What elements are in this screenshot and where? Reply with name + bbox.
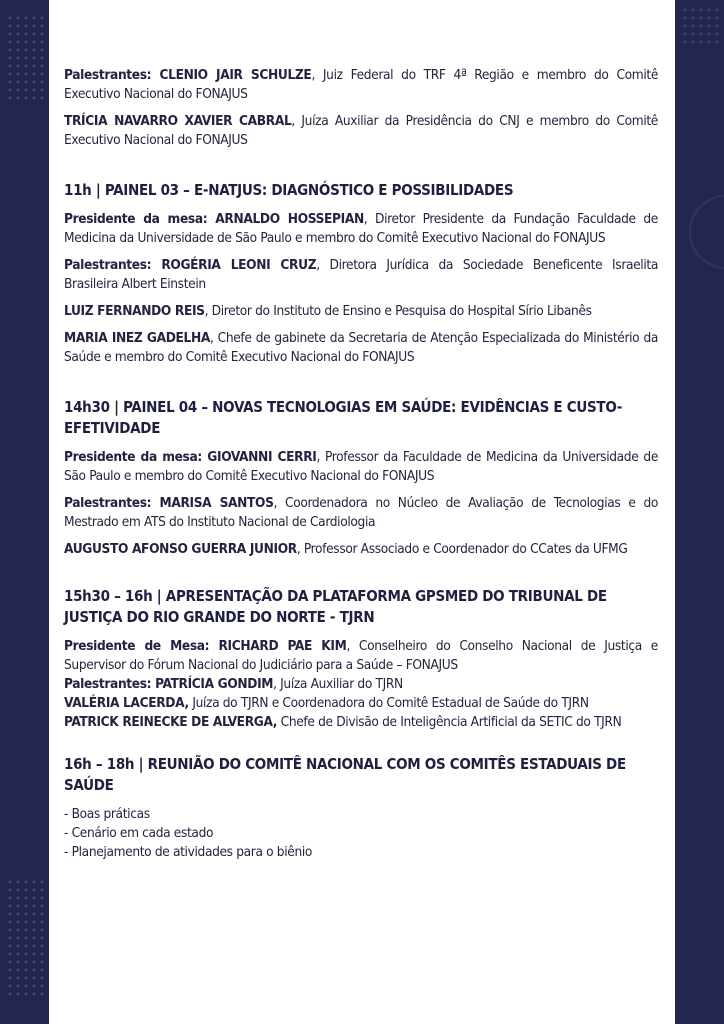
speaker-name: AUGUSTO AFONSO GUERRA JUNIOR [64,541,297,557]
ring-decoration [689,195,724,269]
speaker-role: , Coordenadora no Núcleo de Avaliação de Tecnologias e do Mestrado em ATS do Instituto Nacional de Cardiologia [64,495,658,530]
speaker-name: TRÍCIA NAVARRO XAVIER CABRAL [64,113,292,129]
list-item: - Boas práticas [64,806,150,822]
speaker-entry [64,637,658,675]
section-heading: 14h30 | PAINEL 04 – NOVAS TECNOLOGIAS EM SAÚDE: EVIDÊNCIAS E CUSTO-EFETIVIDADE [64,398,623,437]
speaker-role: , Juíza Auxiliar do TJRN [273,676,403,692]
section-heading: 11h | PAINEL 03 – E-NATJUS: DIAGNÓSTICO E POSSIBILIDADES [64,181,514,199]
speaker-role: , Diretor Presidente da Fundação Faculdade de Medicina da Universidade de São Paulo e membro do Comitê Executivo Nacional do FONAJUS [64,211,658,246]
speaker-entry [64,329,658,367]
speaker-name: Palestrantes: MARISA SANTOS [64,495,274,511]
speaker-name: VALÉRIA LACERDA, [64,695,189,711]
speaker-role: , Professor Associado e Coordenador do CCates da UFMG [296,541,628,557]
speaker-name: Palestrantes: PATRÍCIA GONDIM [64,676,274,692]
panel-03-section [64,180,658,367]
speaker-entry [64,494,658,532]
speaker-name: Presidente da mesa: ARNALDO HOSSEPIAN [64,211,364,227]
agenda-list [64,805,658,862]
left-decorative-band [0,0,49,1024]
speaker-name: Palestrantes: ROGÉRIA LEONI CRUZ [64,257,317,273]
speaker-name: MARIA INEZ GADELHA [64,330,210,346]
speaker-role: , Juíza Auxiliar da Presidência do CNJ e membro do Comitê Executivo Nacional do FONAJUS [64,113,658,148]
speaker-name: Palestrantes: CLENIO JAIR SCHULZE [64,67,312,83]
speaker-entry [64,448,658,486]
section-heading: 15h30 – 16h | APRESENTAÇÃO DA PLATAFORMA GPSMED DO TRIBUNAL DE JUSTIÇA DO RIO GRANDE DO NORTE - TJRN [64,587,607,626]
speaker-role: , Diretor do Instituto de Ensino e Pesquisa do Hospital Sírio Libanês [204,303,592,319]
speaker-entry [64,302,658,321]
speaker-role: , Chefe de gabinete da Secretaria de Atenção Especializada do Ministério da Saúde e membro do Comitê Executivo Nacional do FONAJUS [64,330,658,365]
gpsmed-section [64,586,658,732]
speaker-entry [64,694,658,713]
speaker-entry [64,66,658,104]
section-heading: 16h – 18h | REUNIÃO DO COMITÊ NACIONAL COM OS COMITÊS ESTADUAIS DE SAÚDE [64,755,626,794]
speaker-name: Presidente de Mesa: RICHARD PAE KIM [64,638,347,654]
speaker-entry [64,112,658,150]
dot-pattern [681,6,721,46]
speaker-name: LUIZ FERNANDO REIS [64,303,205,319]
dot-pattern [6,14,46,104]
speaker-entry [64,675,658,694]
speaker-entry [64,256,658,294]
speaker-role: , Conselheiro do Conselho Nacional de Justiça e Supervisor do Fórum Nacional do Judiciário para a Saúde – FONAJUS [64,638,658,673]
dot-pattern [6,878,46,998]
panel-04-section [64,397,658,559]
speaker-name: PATRICK REINECKE DE ALVERGA, [64,714,278,730]
right-decorative-band [675,0,724,1024]
speaker-role: Chefe de Divisão de Inteligência Artificial da SETIC do TJRN [277,714,622,730]
speaker-name: Presidente da mesa: GIOVANNI CERRI [64,449,317,465]
meeting-section [64,754,658,862]
list-item: - Planejamento de atividades para o biênio [64,844,313,860]
speaker-entry [64,540,658,559]
speaker-role: , Professor da Faculdade de Medicina da Universidade de São Paulo e membro do Comitê Executivo Nacional do FONAJUS [64,449,658,484]
list-item: - Cenário em cada estado [64,825,214,841]
speaker-role: Juíza do TJRN e Coordenadora do Comitê Estadual de Saúde do TJRN [188,695,589,711]
speaker-role: , Juiz Federal do TRF 4ª Região e membro do Comitê Executivo Nacional do FONAJUS [64,67,659,102]
speakers-block [64,66,658,150]
speaker-entry [64,210,658,248]
speaker-entry [64,713,658,732]
program-content [64,66,658,862]
speaker-role: , Diretora Jurídica da Sociedade Beneficente Israelita Brasileira Albert Einstein [64,257,658,292]
